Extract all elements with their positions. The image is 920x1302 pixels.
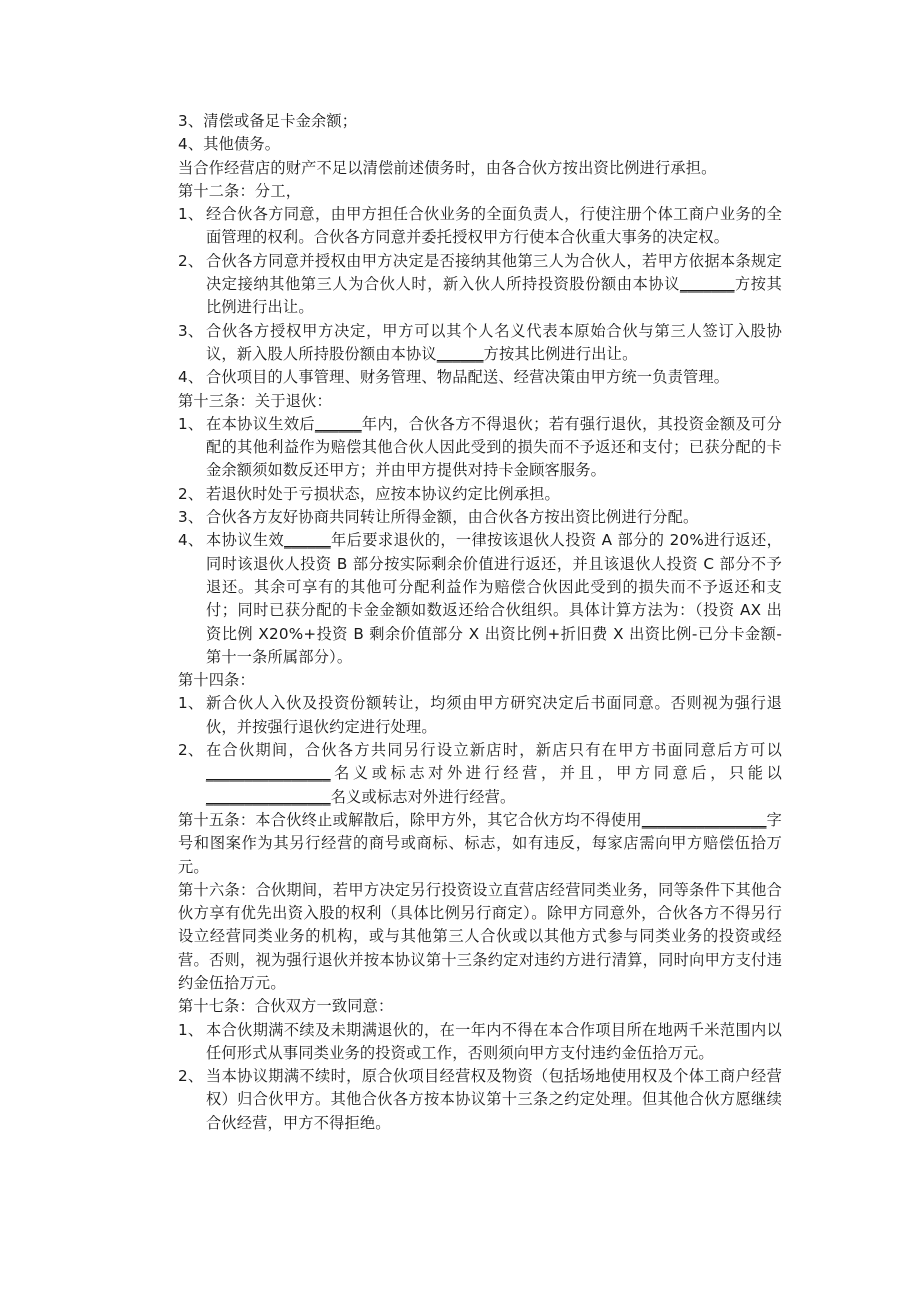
list-item [178,250,782,320]
fill-in-blank: ______ [284,531,331,550]
list-item [178,692,782,739]
list-item [178,1019,782,1066]
article-12-title: 第十二条：分工， [178,181,302,200]
item-text: 当本协议期满不续时，原合伙项目经营权及物资（包括场地使用权及个体工商户经营权）归合伙甲方。其他合伙各方按本协议第十三条之约定处理。但其他合伙方愿继续合伙经营，甲方不得拒绝。 [206,1067,782,1132]
list-item [178,483,782,506]
article-15: 第十五条：本合伙终止或解散后，除甲方外，其它合伙方均不得使用________________字号和图案作为其另行经营的商号或商标、标志，如有违反，每家店需向甲方赔偿伍拾万元。 [178,810,783,876]
item-number: 2、 [178,484,204,503]
list-item: 3、清偿或备足卡金余额； [178,112,358,130]
fill-in-blank: ________________ [206,787,331,806]
list-item [178,320,782,367]
item-number: 2、 [178,741,204,760]
item-text: 若退伙时处于亏损状态，应按本协议约定比例承担。 [206,484,560,503]
fill-in-blank: ________________ [641,810,767,829]
list-item [178,203,782,250]
list-item [178,366,782,389]
item-number: 1、 [178,1020,204,1039]
item-text: 合伙各方授权甲方决定，甲方可以其个人名义代表本原始合伙与第三人签订入股协议，新入股人所持股份额由本协议______方按其比例进行出让。 [206,321,782,363]
item-text: 本协议生效______年后要求退伙的，一律按该退伙人投资 A 部分的 20%进行返还，同时该退伙人投资 B 部分按实际剩余价值进行返还，并且该退伙人投资 C 部分不予退还。其余可享有的其他可分配利益作为赔偿合伙因此受到的损失而不予返还和支付；同时已获分配的卡金金额如数返还给合伙组织。具体计算方法为：（投资 AX 出资比例 X20%+投资 B 剩余价值部分 X 出资比例+折旧费 X 出资比例-已分卡金额-第十一条所属部分）。 [206,531,783,666]
item-text: 在本协议生效后______年内，合伙各方不得退伙；若有强行退伙，其投资金额及可分配的其他利益作为赔偿其他合伙人因此受到的损失而不予返还和支付；已获分配的卡金余额须如数反还甲方；并由甲方提供对持卡金顾客服务。 [206,414,782,480]
item-text: 新合伙人入伙及投资份额转让，均须由甲方研究决定后书面同意。否则视为强行退伙，并按强行退伙约定进行处理。 [206,694,782,736]
list-item [178,1065,782,1135]
item-text: 合伙项目的人事管理、财务管理、物品配送、经营决策由甲方统一负责管理。 [206,368,730,387]
item-text: 合伙各方同意并授权由甲方决定是否接纳其他第三人为合伙人，若甲方依据本条规定决定接纳其他第三人为合伙人时，新入伙人所持投资股份额由本协议_______方按其比例进行出让。 [206,251,782,317]
fill-in-blank: ________________ [206,764,331,783]
article-14-title: 第十四条： [178,671,255,690]
list-item [178,413,782,483]
item-text: 合伙各方友好协商共同转让所得金额，由合伙各方按出资比例进行分配。 [206,508,699,527]
item-number: 1、 [178,694,204,713]
list-item [178,506,782,529]
item-text: 在合伙期间，合伙各方共同另行设立新店时，新店只有在甲方书面同意后方可以________________名义或标志对外进行经营，并且，甲方同意后，只能以________________名义或标志对外进行经营。 [206,741,782,806]
item-text: 经合伙各方同意，由甲方担任合伙业务的全面负责人，行使注册个体工商户业务的全面管理的权利。合伙各方同意并委托授权甲方行使本合伙重大事务的决定权。 [206,205,782,247]
list-item: 4、其他债务。 [178,135,281,154]
item-number: 1、 [178,205,204,224]
fill-in-blank: _______ [680,275,735,294]
list-item [178,739,782,809]
article-17-title: 第十七条：合伙双方一致同意： [178,997,394,1016]
item-number: 2、 [178,251,204,270]
list-item [178,529,782,669]
item-text: 本合伙期满不续及未期满退伙的，在一年内不得在本合作项目所在地两千米范围内以任何形式从事同类业务的投资或工作，否则须向甲方支付违约金伍拾万元。 [206,1020,782,1062]
item-number: 1、 [178,414,204,433]
article-16: 第十六条：合伙期间，若甲方决定另行投资设立直营店经营同类业务，同等条件下其他合伙方享有优先出资入股的权利（具体比例另行商定）。除甲方同意外，合伙各方不得另行设立经营同类业务的机构，或与其他第三人合伙或以其他方式参与同类业务的投资或经营。否则，视为强行退伙并按本协议第十三条约定对违约方进行清算，同时向甲方支付违约金伍拾万元。 [178,880,782,992]
item-number: 2、 [178,1067,204,1086]
paragraph: 当合作经营店的财产不足以清偿前述债务时，由各合伙方按出资比例进行承担。 [178,158,717,177]
item-number: 4、 [178,531,204,550]
fill-in-blank: ______ [314,414,362,433]
item-number: 3、 [178,508,204,527]
item-number: 3、 [178,321,204,340]
item-number: 4、 [178,368,204,387]
fill-in-blank: ______ [436,344,484,363]
document-page [178,110,782,1135]
article-13-title: 第十三条：关于退伙： [178,391,332,410]
